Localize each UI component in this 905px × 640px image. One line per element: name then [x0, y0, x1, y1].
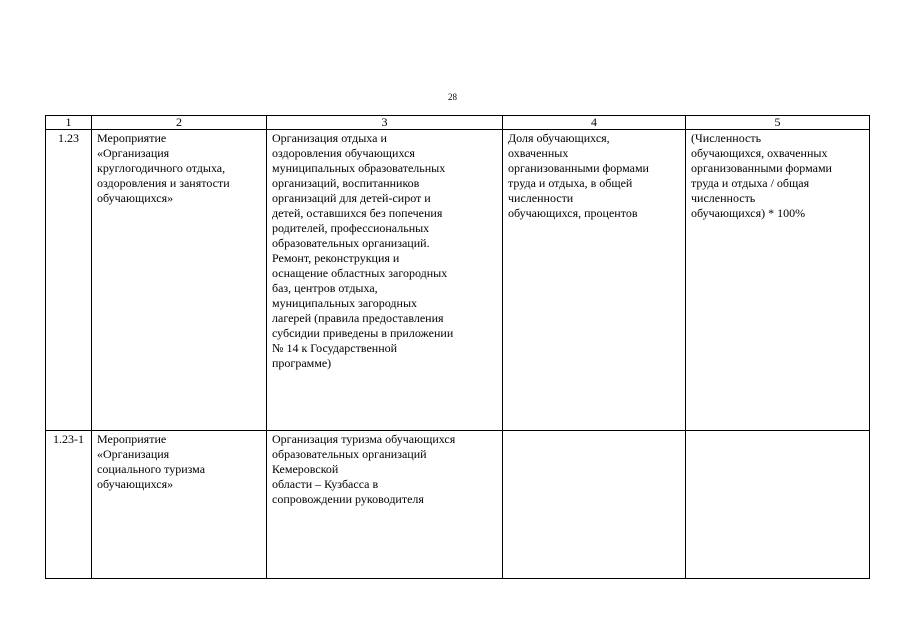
event-name-cell: Мероприятие «Организация социального туризма обучающихся» [92, 431, 267, 579]
program-table [45, 115, 870, 579]
event-description-cell: Организация отдыха и оздоровления обучающихся муниципальных образовательных организаций, воспитанников организаций для детей-сирот и детей, оставшихся без попечения родителей, профессиональных образовательных организаций. Ремонт, реконструкция и оснащение областных загородных баз, центров отдыха, муниципальных загородных лагерей (правила предоставления субсидии приведены в приложении № 14 к Государственной программе) [267, 130, 503, 431]
column-header-2: 2 [92, 116, 267, 130]
event-name-cell: Мероприятие «Организация круглогодичного отдыха, оздоровления и занятости обучающихся» [92, 130, 267, 431]
row-number-cell: 1.23 [46, 130, 92, 431]
indicator-cell [503, 431, 686, 579]
event-description-cell: Организация туризма обучающихся образовательных организаций Кемеровской области – Кузбасса в сопровождении руководителя [267, 431, 503, 579]
column-header-5: 5 [686, 116, 870, 130]
column-header-1: 1 [46, 116, 92, 130]
table-row [46, 431, 870, 579]
table-header-row [46, 116, 870, 130]
column-header-4: 4 [503, 116, 686, 130]
formula-cell [686, 431, 870, 579]
formula-cell: (Численность обучающихся, охваченных организованными формами труда и отдыха / общая численность обучающихся) * 100% [686, 130, 870, 431]
column-header-3: 3 [267, 116, 503, 130]
row-number-cell: 1.23-1 [46, 431, 92, 579]
page-number: 28 [448, 92, 457, 102]
table-row [46, 130, 870, 431]
indicator-cell: Доля обучающихся, охваченных организованными формами труда и отдыха, в общей численности обучающихся, процентов [503, 130, 686, 431]
